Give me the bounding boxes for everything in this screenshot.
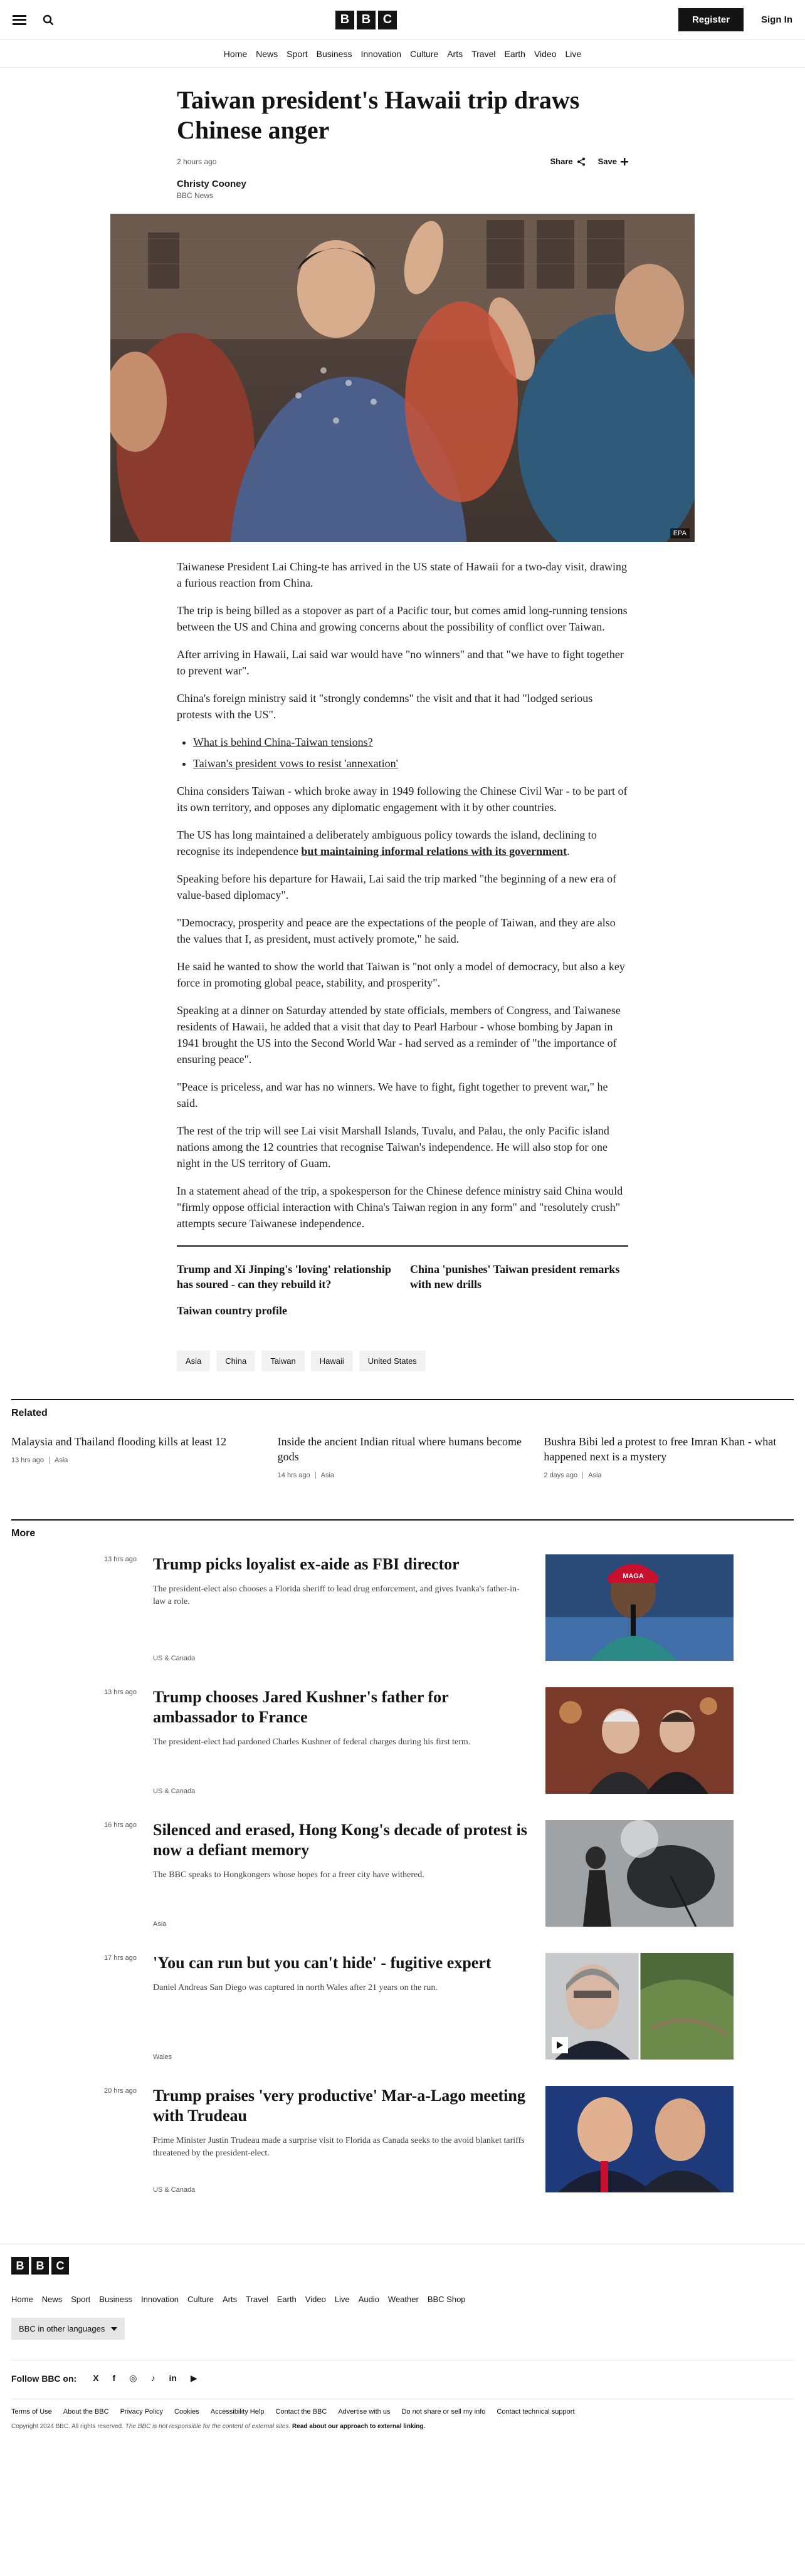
logo-letter: B <box>335 11 354 29</box>
paragraph: "Peace is priceless, and war has no winners. We have to fight, fight together to prevent war," he said. <box>177 1081 608 1109</box>
story-category: Asia <box>153 1920 167 1928</box>
paragraph: Speaking at a dinner on Saturday attended by state officials, members of Congress, and Taiwanese residents of Hawaii, he added that a visit that day to Pearl Harbour - whose bombing by Japan in 1941 brought the US into the Second World War - had served as a reminder of "the importance of ensuring peace". <box>177 1004 621 1065</box>
story-thumbnail <box>545 1820 734 1927</box>
legal-link[interactable]: Accessibility Help <box>210 2408 265 2416</box>
footer-nav-item[interactable]: Live <box>334 2295 350 2304</box>
save-label: Save <box>597 157 617 166</box>
story-headline: Trump picks loyalist ex-aide as FBI director <box>153 1555 460 1573</box>
legal-link[interactable]: Contact technical support <box>497 2408 575 2416</box>
footer-nav-item[interactable]: News <box>41 2295 63 2304</box>
story-time: 13 hrs ago <box>104 1556 137 1563</box>
related-row <box>11 1434 794 1479</box>
footer-nav-item[interactable]: Sport <box>71 2295 91 2304</box>
thumbnail-image <box>545 1953 734 2060</box>
related-card[interactable] <box>544 1434 794 1479</box>
related-card-title: Inside the ancient Indian ritual where humans become gods <box>277 1435 522 1463</box>
external-linking-link[interactable]: Read about our approach to external linking. <box>292 2423 426 2430</box>
article-headline: Taiwan president's Hawaii trip draws Chinese anger <box>177 86 580 144</box>
paragraph-text: The US has long maintained a deliberately ambiguous policy towards the island, declining to recognise its independence <box>177 829 597 857</box>
related-card-meta <box>278 1472 528 1479</box>
divider <box>315 1472 316 1479</box>
nav-item-innovation[interactable]: Innovation <box>360 48 402 59</box>
legal-link[interactable]: Contact the BBC <box>275 2408 327 2416</box>
paragraph: The trip is being billed as a stopover as part of a Pacific tour, but comes amid long-running tensions between the US and China and growing concerns about the possibility of conflict over Taiwan. <box>177 604 628 633</box>
paragraph: Speaking before his departure for Hawaii, Lai said the trip marked "the beginning of a new era of value-based diplomacy". <box>177 872 617 901</box>
story-category: US & Canada <box>153 1788 196 1795</box>
related-links-box <box>177 1245 628 1318</box>
main-nav <box>0 40 805 68</box>
story-thumbnail <box>545 2086 734 2192</box>
save-button[interactable] <box>598 157 628 166</box>
bullet-link-text: Taiwan's president vows to resist 'annexation' <box>193 757 398 770</box>
story-category: US & Canada <box>153 1655 196 1662</box>
related-links-grid <box>177 1262 628 1318</box>
site-header <box>0 0 805 68</box>
footer-nav-item[interactable]: Business <box>99 2295 133 2304</box>
instagram-icon[interactable]: ◎ <box>129 2373 137 2383</box>
story-summary: Daniel Andreas San Diego was captured in north Wales after 21 years on the run. <box>153 1983 438 1992</box>
logo-letter: C <box>378 11 397 29</box>
story-summary: The president-elect had pardoned Charles Kushner of federal charges during his first term. <box>153 1737 471 1747</box>
tag-hawaii[interactable]: Hawaii <box>311 1351 353 1371</box>
related-link[interactable]: China 'punishes' Taiwan president remarks with new drills <box>410 1263 620 1291</box>
tag-taiwan[interactable]: Taiwan <box>261 1351 304 1371</box>
story-category: US & Canada <box>153 2186 196 2194</box>
footer-nav-item[interactable]: Innovation <box>141 2295 179 2304</box>
story-main <box>153 1554 529 1662</box>
story-thumbnail <box>545 1687 734 1794</box>
languages-button[interactable] <box>11 2318 125 2340</box>
nav-item-video[interactable]: Video <box>534 48 557 59</box>
share-icon <box>577 157 586 166</box>
story-main <box>153 2086 529 2194</box>
social-links <box>93 2373 197 2384</box>
legal-link[interactable]: Cookies <box>174 2408 199 2416</box>
inline-link[interactable]: but maintaining informal relations with its government <box>301 845 567 857</box>
section-title: Related <box>11 1408 48 1418</box>
hero-illustration <box>110 214 695 542</box>
spacer <box>153 1608 529 1642</box>
plus-icon <box>621 158 628 165</box>
thumbnail-image <box>545 1554 734 1661</box>
related-time: 13 hrs ago <box>11 1457 44 1464</box>
related-time: 2 days ago <box>544 1472 578 1479</box>
more-story[interactable] <box>11 1953 794 2061</box>
more-story[interactable] <box>11 1820 794 1928</box>
story-thumbnail <box>545 1554 734 1661</box>
thumbnail-image <box>545 1687 734 1794</box>
thumbnail-image <box>545 1820 734 1927</box>
paragraph: The rest of the trip will see Lai visit Marshall Islands, Tuvalu, and Palau, the only Pacific island nations among the 12 countries that recognise Taiwan's independence. He will also stop for one night in the US territory of Guam. <box>177 1124 609 1170</box>
story-summary: Prime Minister Justin Trudeau made a surprise visit to Florida as Canada seeks to the avoid blanket tariffs threatened by the president-elect. <box>153 2136 525 2158</box>
legal-link[interactable]: Terms of Use <box>11 2408 52 2416</box>
related-link[interactable]: Taiwan country profile <box>177 1304 288 1317</box>
tag-united-states[interactable]: United States <box>359 1351 426 1371</box>
legal-link[interactable]: Do not share or sell my info <box>401 2408 486 2416</box>
nav-item-arts[interactable]: Arts <box>447 48 463 59</box>
paragraph: Taiwanese President Lai Ching-te has arrived in the US state of Hawaii for a two-day visit, drawing a furious reaction from China. <box>177 560 628 589</box>
legal-links <box>11 2399 794 2416</box>
search-icon[interactable] <box>43 14 54 26</box>
topic-tags <box>177 1351 628 1371</box>
story-headline: 'You can run but you can't hide' - fugitive expert <box>153 1954 492 1972</box>
related-card[interactable] <box>278 1434 528 1479</box>
related-card-title: Bushra Bibi led a protest to free Imran Khan - what happened next is a mystery <box>544 1435 777 1463</box>
legal-link[interactable]: Privacy Policy <box>120 2408 164 2416</box>
site-footer <box>0 2244 805 2445</box>
divider <box>49 1457 50 1464</box>
related-card-meta <box>544 1472 794 1479</box>
more-story[interactable] <box>11 2086 794 2194</box>
register-button[interactable]: Register <box>678 8 744 31</box>
more-story[interactable] <box>11 1687 794 1795</box>
chevron-down-icon <box>111 2327 117 2331</box>
related-section <box>11 1399 794 1479</box>
author-source: BBC News <box>177 191 214 200</box>
related-category: Asia <box>320 1472 335 1479</box>
share-button[interactable] <box>550 157 585 166</box>
linkedin-icon[interactable]: in <box>169 2373 177 2383</box>
copyright <box>11 2423 794 2430</box>
paragraph: China's foreign ministry said it "strongly condemns" the visit and that it had "lodged serious protests with the US". <box>177 692 593 721</box>
cap-text: MAGA <box>623 1573 644 1580</box>
story-main <box>153 1687 529 1795</box>
menu-icon[interactable] <box>13 15 26 25</box>
article-meta <box>177 157 628 166</box>
related-card-meta <box>11 1457 261 1464</box>
article-body <box>177 558 628 1232</box>
languages-label: BBC in other languages <box>19 2324 105 2333</box>
paragraph-text: . <box>567 845 570 857</box>
tag-asia[interactable]: Asia <box>177 1351 210 1371</box>
thumbnail-image <box>545 2086 734 2192</box>
footer-nav-item[interactable]: Audio <box>358 2295 379 2304</box>
paragraph: In a statement ahead of the trip, a spokesperson for the Chinese defence ministry said China would "firmly oppose official interaction with China's Taiwan region in any form" and "resolutely crush" attempts secure Taiwanese independence. <box>177 1185 623 1230</box>
story-summary: The BBC speaks to Hongkongers whose hopes for a freer city have withered. <box>153 1870 424 1880</box>
paragraph <box>177 827 628 859</box>
story-headline: Trump chooses Jared Kushner's father for ambassador to France <box>153 1688 449 1726</box>
footer-bbc-logo[interactable] <box>11 2257 794 2275</box>
x-icon[interactable]: X <box>93 2373 99 2383</box>
nav-item-business[interactable]: Business <box>316 48 352 59</box>
paragraph: After arriving in Hawaii, Lai said war would have "no winners" and that "we have to fight together to prevent war". <box>177 648 624 677</box>
article-actions <box>550 157 628 166</box>
nav-item-earth[interactable]: Earth <box>504 48 525 59</box>
nav-item-news[interactable]: News <box>256 48 278 59</box>
related-card[interactable] <box>11 1434 261 1479</box>
footer-nav-item[interactable]: Weather <box>387 2295 419 2304</box>
nav-item-live[interactable]: Live <box>565 48 582 59</box>
paragraph: China considers Taiwan - which broke away in 1949 following the Chinese Civil War - to be part of its own territory, and opposes any diplomatic engagement with it by other countries. <box>177 785 628 814</box>
spacer <box>153 2160 529 2174</box>
story-time: 13 hrs ago <box>104 1689 137 1696</box>
nav-item-home[interactable]: Home <box>223 48 248 59</box>
spacer <box>153 1882 529 1908</box>
nav-item-culture[interactable]: Culture <box>410 48 439 59</box>
divider <box>582 1472 583 1479</box>
related-category: Asia <box>588 1472 602 1479</box>
topbar-right <box>678 8 792 31</box>
byline <box>177 179 628 200</box>
story-thumbnail[interactable] <box>545 1953 734 2060</box>
more-story[interactable] <box>11 1554 794 1662</box>
more-section <box>11 1519 794 2194</box>
article-header <box>177 85 628 200</box>
sign-in-link[interactable]: Sign In <box>761 14 792 25</box>
facebook-icon[interactable]: f <box>112 2373 116 2383</box>
follow-label: Follow BBC on: <box>11 2373 77 2384</box>
paragraph: "Democracy, prosperity and peace are the expectations of the people of Taiwan, and they are also the values that I, as president, must actively promote," he said. <box>177 916 616 945</box>
share-label: Share <box>550 157 573 166</box>
story-time: 16 hrs ago <box>104 1821 137 1829</box>
logo-letter: B <box>357 11 376 29</box>
story-summary: The president-elect also chooses a Florida sheriff to lead drug enforcement, and gives Ivanka's father-in-law a role. <box>153 1584 520 1606</box>
footer-nav-item[interactable]: Travel <box>246 2295 268 2304</box>
related-card-title: Malaysia and Thailand flooding kills at least 12 <box>11 1435 227 1448</box>
related-bullets <box>193 734 628 772</box>
play-icon[interactable] <box>552 2037 568 2053</box>
section-title: More <box>11 1528 36 1539</box>
bullet-link[interactable] <box>193 755 628 772</box>
bullet-link[interactable] <box>193 734 628 750</box>
related-category: Asia <box>54 1457 68 1464</box>
footer-nav <box>11 2295 794 2304</box>
related-time: 14 hrs ago <box>277 1472 310 1479</box>
story-main <box>153 1820 529 1928</box>
top-bar <box>0 0 805 40</box>
story-time: 20 hrs ago <box>104 2087 137 2095</box>
hero-image <box>110 214 695 542</box>
copyright-disclaimer: The BBC is not responsible for the content of external sites. <box>125 2423 291 2430</box>
footer-nav-item[interactable]: Culture <box>187 2295 214 2304</box>
logo-letter: C <box>51 2257 69 2275</box>
tag-china[interactable]: China <box>216 1351 255 1371</box>
story-category: Wales <box>153 2053 172 2061</box>
bullet-link-text: What is behind China-Taiwan tensions? <box>193 736 373 748</box>
logo-letter: B <box>31 2257 49 2275</box>
footer-nav-item[interactable]: Video <box>305 2295 326 2304</box>
story-main <box>153 1953 529 2061</box>
footer-nav-item[interactable]: Arts <box>222 2295 238 2304</box>
copyright-text: Copyright 2024 BBC. All rights reserved. <box>11 2423 124 2430</box>
youtube-icon[interactable]: ▶ <box>190 2373 197 2383</box>
bbc-logo[interactable] <box>335 11 397 29</box>
nav-item-sport[interactable]: Sport <box>287 48 308 59</box>
author-name[interactable]: Christy Cooney <box>177 179 246 189</box>
tiktok-icon[interactable]: ♪ <box>150 2373 155 2383</box>
nav-item-travel[interactable]: Travel <box>471 48 496 59</box>
footer-nav-item[interactable]: BBC Shop <box>427 2295 466 2304</box>
logo-letter: B <box>11 2257 29 2275</box>
footer-nav-item[interactable]: Earth <box>276 2295 297 2304</box>
spacer <box>153 1994 529 2041</box>
image-credit: EPA <box>670 528 690 538</box>
article-timestamp: 2 hours ago <box>177 157 217 166</box>
paragraph: He said he wanted to show the world that Taiwan is "not only a model of democracy, but also a key force in promoting global peace, stability, and prosperity". <box>177 960 625 989</box>
story-headline: Trump praises 'very productive' Mar-a-Lago meeting with Trudeau <box>153 2086 525 2125</box>
related-link[interactable]: Trump and Xi Jinping's 'loving' relationship has soured - can they rebuild it? <box>177 1263 391 1291</box>
legal-link[interactable]: Advertise with us <box>338 2408 391 2416</box>
footer-nav-item[interactable]: Home <box>11 2295 33 2304</box>
spacer <box>153 1749 529 1775</box>
story-headline: Silenced and erased, Hong Kong's decade of protest is now a defiant memory <box>153 1821 527 1859</box>
follow-row <box>11 2360 794 2384</box>
legal-link[interactable]: About the BBC <box>63 2408 109 2416</box>
story-time: 17 hrs ago <box>104 1954 137 1962</box>
topbar-left <box>13 14 54 26</box>
